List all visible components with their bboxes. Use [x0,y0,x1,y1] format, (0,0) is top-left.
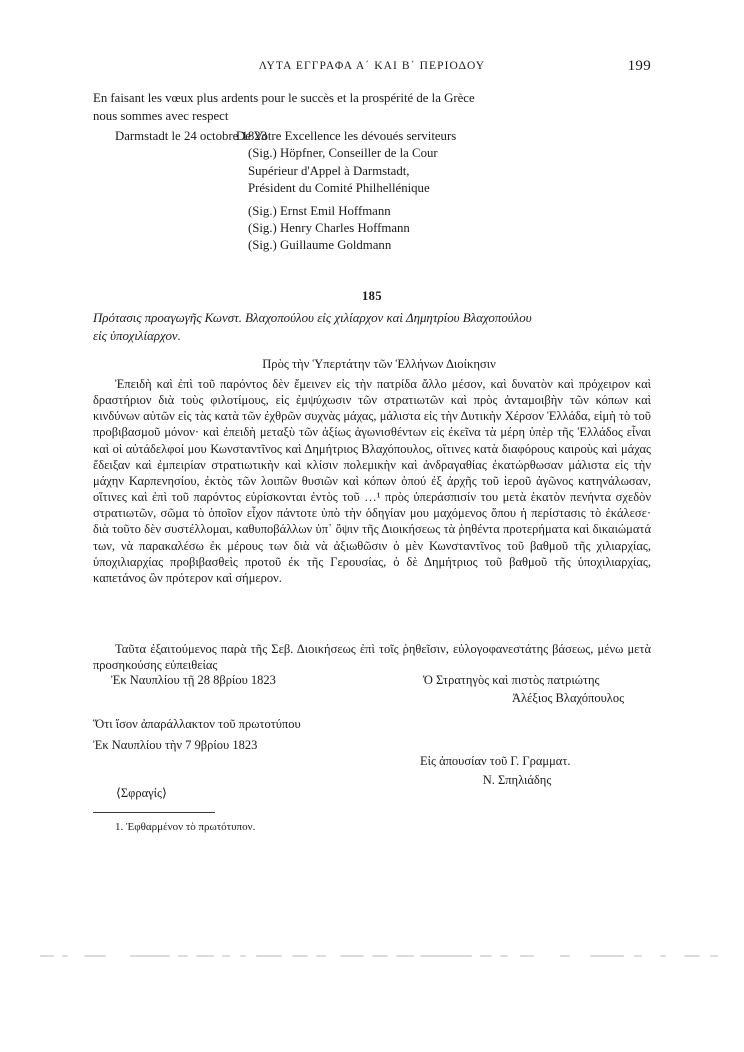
running-head-title: ΛΥΤΑ ΕΓΓΡΑΦΑ Α΄ ΚΑΙ Β΄ ΠΕΡΙΟΔΟΥ [258,60,486,72]
french-closing-line-1: En faisant les vœux plus ardents pour le succès et la prospérité de la Grèce [93,91,475,105]
greek-signer-name: Ἀλέξιος Βλαχόπουλος [511,691,625,705]
countersignature-block [420,752,650,790]
scan-bleed-artifacts [0,955,744,969]
running-head [93,60,651,72]
certification-block [93,714,651,756]
french-closing-line-2: nous sommes avec respect [93,108,229,123]
seal-marker: ⟨Σφραγίς⟩ [116,786,167,800]
document-body-continued [93,641,651,673]
french-signature-block [236,128,566,255]
document-title-line-1: Πρότασις προαγωγῆς Κωνστ. Βλαχοπούλου εἰς χιλίαρχον καὶ Δημητρίου Βλαχοπούλου [93,311,532,325]
page-number: 199 [627,58,651,74]
document-number: 185 [362,289,382,303]
greek-signer-title: Ὁ Στρατηγὸς καὶ πιστὸς πατριώτης [423,673,600,687]
document-addressee: Πρὸς τὴν Ὑπερτάτην τῶν Ἑλλήνων Διοίκησιν [262,357,496,371]
certification-line-2: Ἐκ Ναυπλίου τὴν 7 9βρίου 1823 [93,738,258,752]
certification-line-1: Ὅτι ἴσον ἀπαράλλακτον τοῦ πρωτοτύπου [93,717,301,731]
french-signature-cont: Supérieur d'Appel à Darmstadt, [248,163,410,178]
french-signature: (Sig.) Höpfner, Conseiller de la Cour [248,146,438,161]
french-letter-closing [93,90,653,125]
body-paragraph-1: Ἐπειδὴ καὶ ἐπὶ τοῦ παρόντος δὲν ἔμεινεν εἰς τὴν πατρίδα ἄλλο μέσον, καὶ δυνατὸν καὶ πρόχειρον καὶ δραστήριον διὰ τοὺς φιλοτίμους, εἰς ἐμψύχωσιν τῶν στρατιωτῶν καὶ πρὸς ἀνταμοιβὴν τῶν κόπων καὶ κινδύνων αὐτῶν εἰς τὰς κατὰ τῶν ἐχθρῶν συχνὰς μάχας, μάλιστα εἰς τὴν Δυτικὴν Χέρσον Ἑλλάδα, εἰμὴ τὸ τοῦ προβιβασμοῦ μόνον· καὶ ἐπειδὴ μεταξὺ τῶν ἀξίως ἀγωνισθέντων εἰς ἐκεῖνα τὰ μέρη ὑπὲρ τῆς Ἑλλάδος εἶναι καὶ οἱ αὐτάδελφοί μου Κωνσταντῖνος καὶ Δημήτριος Βλαχόπουλος, οἵτινες κατὰ διαφόρους καιροὺς καὶ μάχας ἔδειξαν καὶ ἐμπειρίαν στρατιωτικὴν καὶ κλίσιν πολεμικὴν καὶ ἀνδραγαθίας ἐκατώρθωσαν μάλιστα εἰς τὴν μάχην Καρπενησίου, ἐκτὸς τῶν λοιπῶν θυσιῶν καὶ κόπων ὁπού ἐξ ἀρχῆς τοῦ ἱεροῦ ἀγῶνος κατηνάλωσαν, οἵτινες καὶ ἐπὶ τοῦ παρόντος εὑρίσκονται ἐντὸς τοῦ …¹ πρὸς ὑπεράσπισίν του μετὰ ἑκατὸν πενήντα σχεδὸν στρατιωτῶν, σῶμα τὸ ὁποῖον εἶχον πάντοτε ὑπὸ τὴν ὁδηγίαν μου μαχόμενος ὅπου ἡ περίστασις τὸ ἐκάλεσε· διὰ τοῦτο δὲν συστέλλομαι, καθυποβάλλων ὑπ᾿ ὄψιν τῆς Διοικήσεως τὰ ῥηθέντα προτερήματα καὶ δικαιώματά των, νὰ παρακαλέσω ἐκ μέρους των διὰ νὰ ἀξιωθῶσιν ὁ μὲν Κωνσταντῖνος τοῦ βαθμοῦ τῆς χιλιαρχίας, ὑποχιλιαρχίας προβιβασθεὶς προτοῦ ἐκ τῆς Γερουσίας, ὁ δὲ Δημήτριος τοῦ βαθμοῦ τῆς ὑποχιλιαρχίας, καπετάνος ὢν πρότερον καὶ σήμερον. [93,377,651,585]
greek-date-line: Ἐκ Ναυπλίου τῇ 28 8βρίου 1823 [111,673,276,687]
countersign-role: Εἰς ἀπουσίαν τοῦ Γ. Γραμματ. [420,754,571,768]
french-signature: (Sig.) Ernst Emil Hoffmann [248,203,391,218]
document-title [93,310,651,345]
french-signatures-heading: De Votre Excellence les dévoués serviteurs [236,129,457,143]
french-signature: (Sig.) Guillaume Goldmann [248,238,392,253]
footnote-separator-rule [93,812,215,813]
french-signature: (Sig.) Henry Charles Hoffmann [248,221,410,236]
countersign-name: Ν. Σπηλιάδης [482,773,552,787]
body-paragraph-2: Ταῦτα ἐξαιτούμενος παρὰ τῆς Σεβ. Διοικήσεως ἐπὶ τοῖς ῥηθεῖσιν, εὐλογοφανεστάτης βάσεως, μένω μετὰ προσηκούσης εὐπειθείας [93,642,651,673]
document-title-line-2: εἰς ὑποχιλίαρχον. [93,328,181,343]
document-body [93,376,651,586]
footnote-text: 1. Ἐφθαρμένον τὸ πρωτότυπον. [115,821,256,833]
footnote-area [93,820,593,835]
french-place-date: Darmstadt le 24 octobre 1823 [115,129,268,143]
french-signature-cont: Président du Comité Philhellénique [248,181,430,196]
